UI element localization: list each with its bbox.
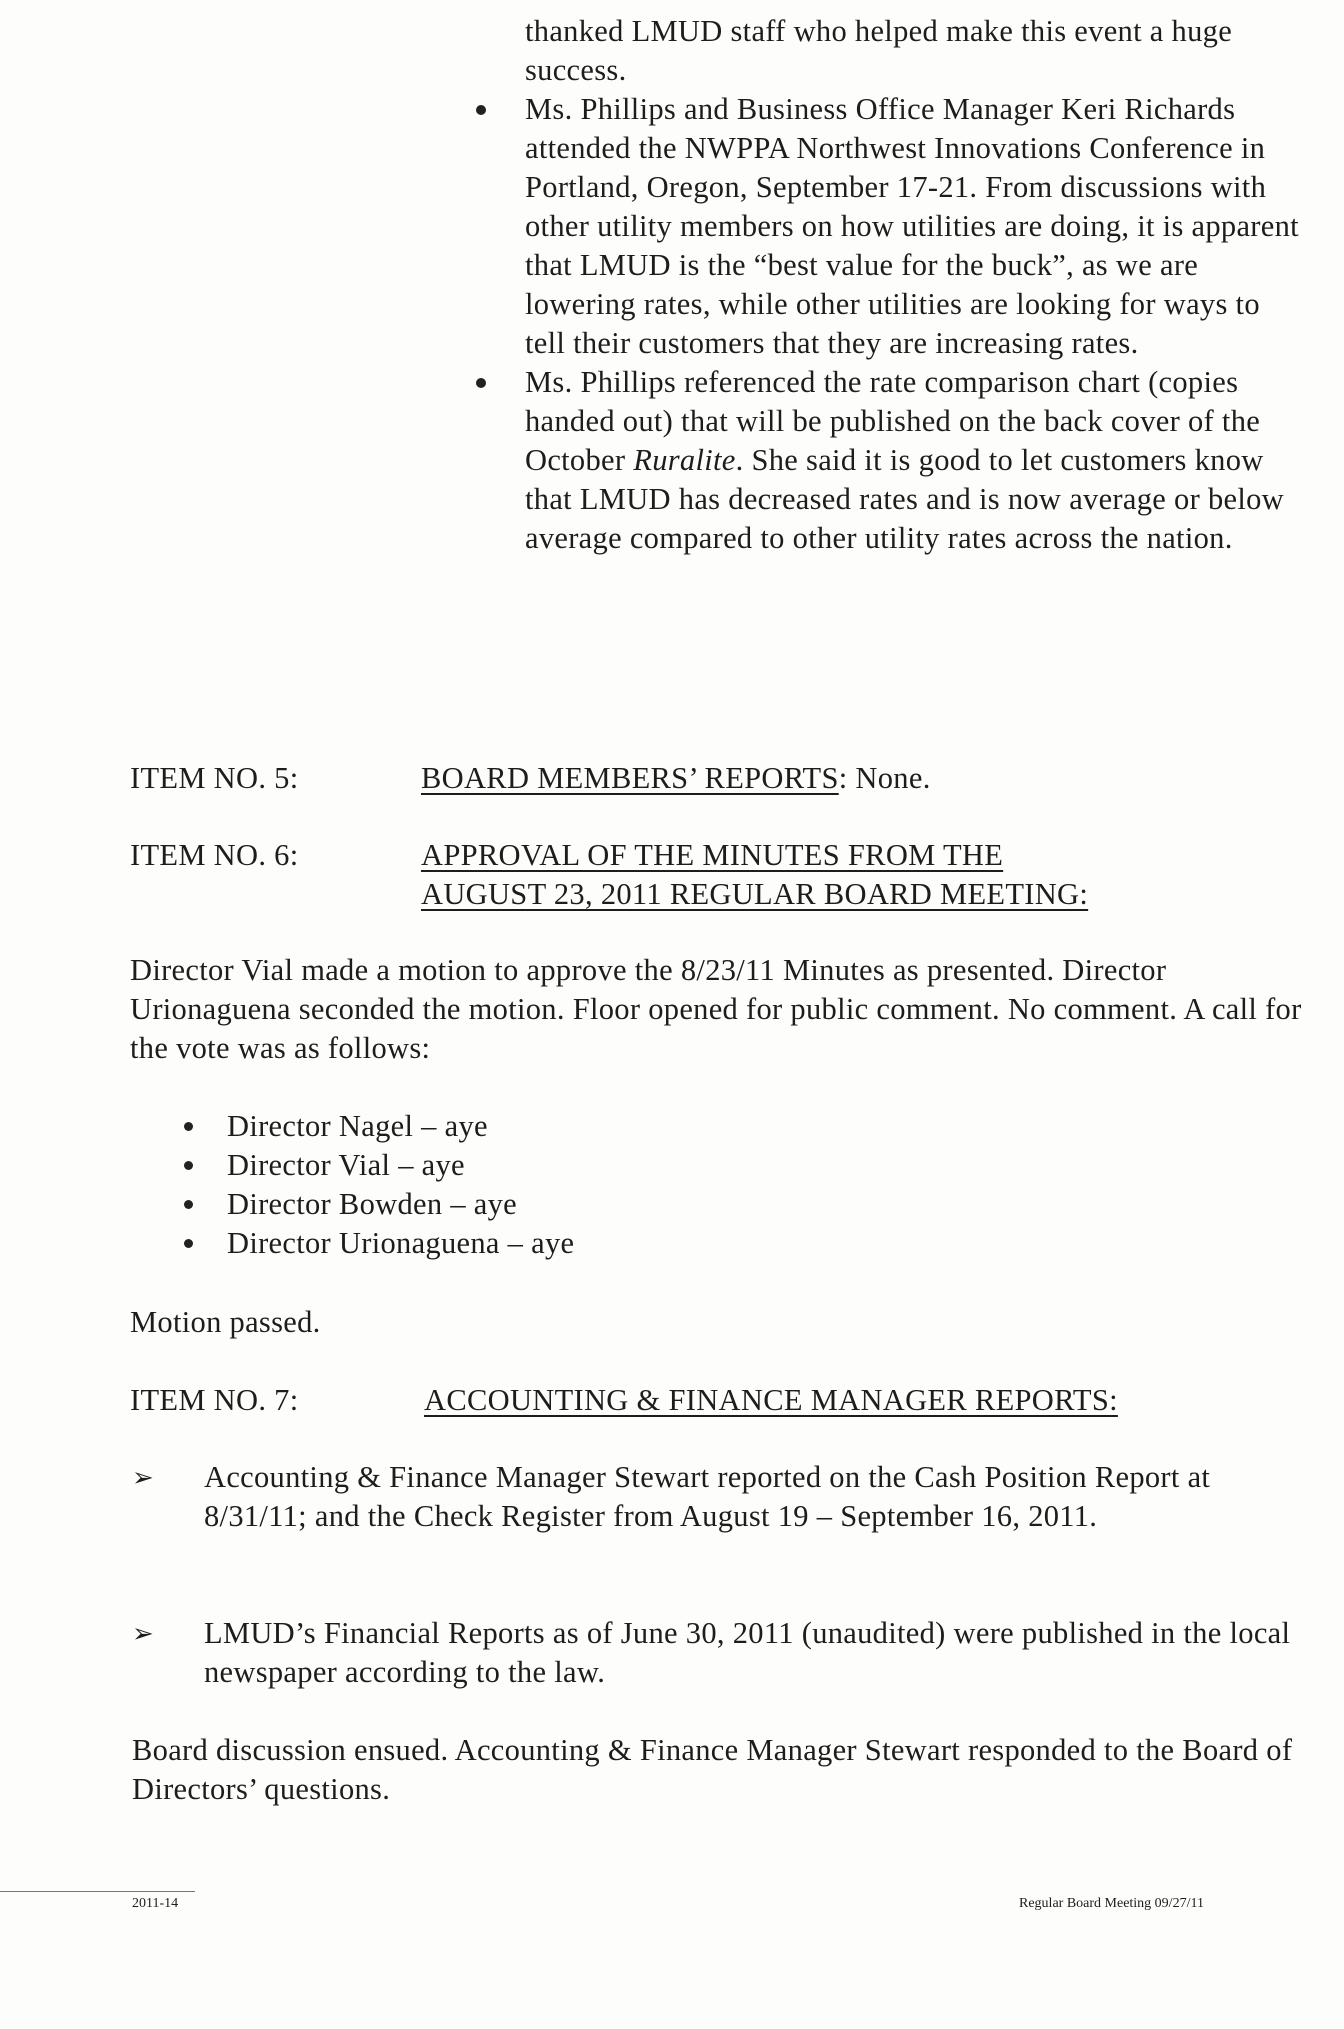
bullet-icon [184, 1161, 193, 1170]
item-heading-text: ACCOUNTING & FINANCE MANAGER REPORTS: [424, 1383, 1118, 1417]
list-item-text: thanked LMUD staff who helped make this event a huge success. [525, 14, 1233, 87]
vote-item [155, 1185, 855, 1224]
item-heading [424, 1381, 1118, 1420]
arrow-bullet-icon: ➢ [132, 1463, 155, 1492]
vote-list [155, 1107, 855, 1263]
vote-item [155, 1224, 855, 1263]
bullet-icon [476, 105, 486, 115]
list-item-text-start: Ms. Phillips referenced the rate comparison chart (copies handed out) that will be published on the back cover of the October [525, 365, 1261, 477]
vote-item [155, 1146, 855, 1185]
list-item-text: Accounting & Finance Manager Stewart reported on the Cash Position Report at 8/31/11; and the Check Register from August 19 – September 16, 2011. [204, 1460, 1211, 1533]
item-heading [421, 836, 1088, 914]
list-item-text-end: . She said it is good to let customers know that LMUD has decreased rates and is now average or below average compared to other utility rates across the nation. [525, 443, 1284, 555]
list-item [470, 90, 1300, 363]
vote-text: Director Nagel – aye [227, 1109, 488, 1143]
bullet-icon [184, 1122, 193, 1131]
list-item [132, 1614, 1312, 1692]
footer-page-number: 2011-14 [132, 1896, 179, 1911]
vote-text: Director Urionaguena – aye [227, 1226, 575, 1260]
motion-result: Motion passed. [130, 1305, 321, 1339]
vote-item [155, 1107, 855, 1146]
arrow-bullet-icon: ➢ [132, 1619, 155, 1648]
list-item-text: Ms. Phillips and Business Office Manager Keri Richards attended the NWPPA Northwest Innovations Conference in Portland, Oregon, September 17-21. From discussions with other utility members on how utilities are doing, it is apparent that LMUD is the “best value for the buck”, as we are lowering rates, while other utilities are looking for ways to tell their customers that they are increasing rates. [525, 92, 1299, 360]
vote-text: Director Vial – aye [227, 1148, 465, 1182]
vote-text: Director Bowden – aye [227, 1187, 518, 1221]
footer-divider [0, 1891, 195, 1892]
item-label: ITEM NO. 6: [130, 838, 299, 872]
list-item-text: LMUD’s Financial Reports as of June 30, 2011 (unaudited) were published in the local newspaper according to the law. [204, 1616, 1291, 1689]
report-point-1 [132, 1458, 1312, 1536]
item-heading-text: BOARD MEMBERS’ REPORTS [421, 761, 839, 795]
bullet-icon [476, 378, 486, 388]
report-point-2 [132, 1614, 1312, 1692]
motion-paragraph: Director Vial made a motion to approve the 8/23/11 Minutes as presented. Director Urionaguena seconded the motion. Floor opened for public comment. No comment. A call for the vote was as follows: [130, 953, 1302, 1065]
continued-bullet-list [470, 12, 1300, 558]
list-item [132, 1458, 1312, 1536]
item-heading-suffix: : None. [838, 761, 931, 795]
bullet-icon [184, 1200, 193, 1209]
closing-paragraph: Board discussion ensued. Accounting & Finance Manager Stewart responded to the Board of Directors’ questions. [132, 1733, 1293, 1806]
item-heading-line-1: APPROVAL OF THE MINUTES FROM THE [421, 838, 1004, 872]
publication-name: Ruralite [633, 443, 736, 477]
item-heading-line-2: AUGUST 23, 2011 REGULAR BOARD MEETING: [421, 877, 1089, 911]
list-item [470, 363, 1300, 558]
footer-meeting-label: Regular Board Meeting 09/27/11 [1019, 1896, 1204, 1911]
bullet-icon [184, 1239, 193, 1248]
item-heading [421, 759, 931, 798]
item-label: ITEM NO. 7: [130, 1383, 299, 1417]
list-item [470, 12, 1300, 90]
item-label: ITEM NO. 5: [130, 761, 299, 795]
